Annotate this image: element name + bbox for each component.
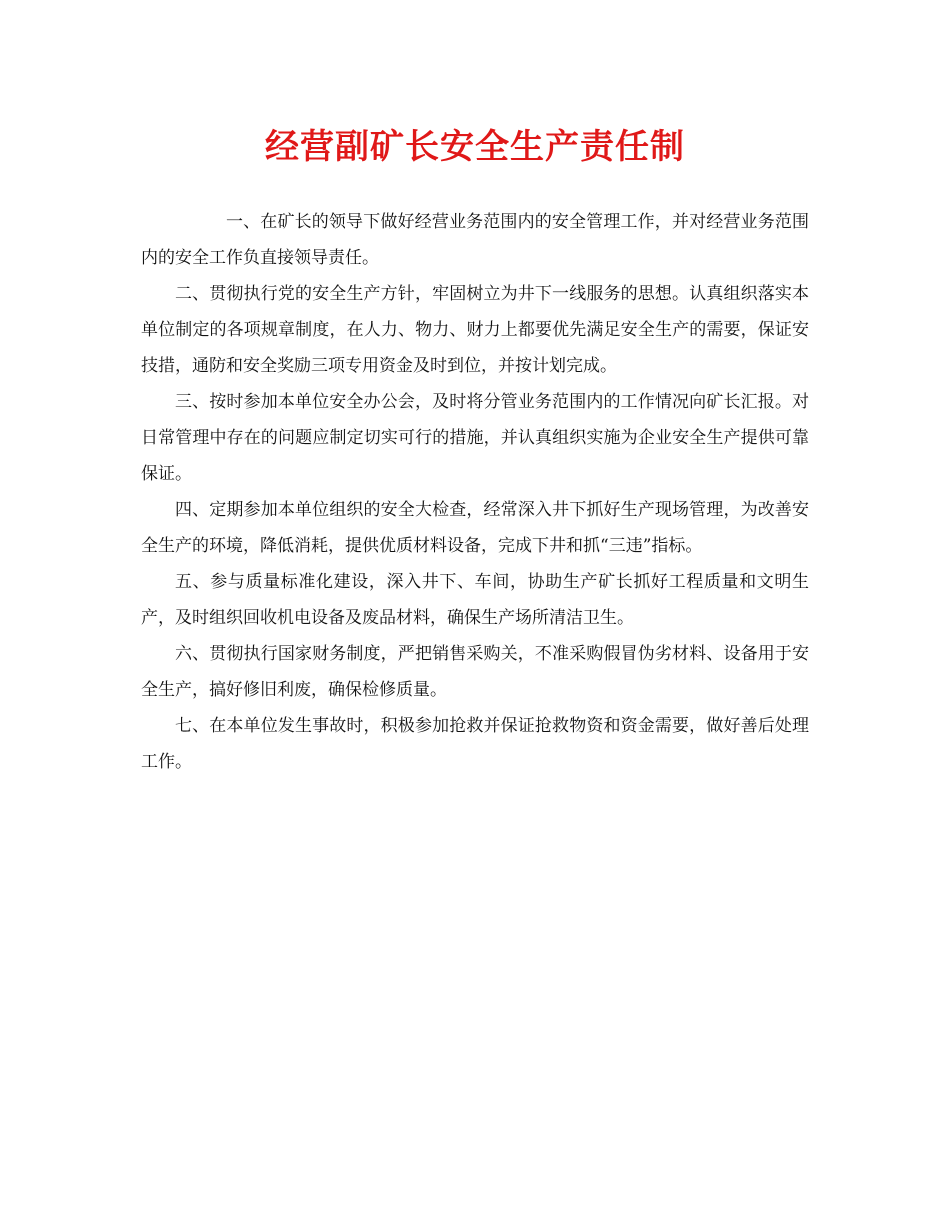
paragraph-5: 五、参与质量标准化建设，深入井下、车间，协助生产矿长抓好工程质量和文明生产，及时组织回收机电设备及废品材料，确保生产场所清洁卫生。: [141, 572, 809, 628]
paragraph-1: 一、在矿长的领导下做好经营业务范围内的安全管理工作，并对经营业务范围内的安全工作负直接领导责任。: [141, 212, 809, 268]
paragraph-6: 六、贯彻执行国家财务制度，严把销售采购关，不准采购假冒伪劣材料、设备用于安全生产，搞好修旧利废，确保检修质量。: [141, 644, 809, 700]
paragraph-2: 二、贯彻执行党的安全生产方针，牢固树立为井下一线服务的思想。认真组织落实本单位制定的各项规章制度，在人力、物力、财力上都要优先满足安全生产的需要，保证安技措，通防和安全奖励三项专用资金及时到位，并按计划完成。: [141, 284, 809, 376]
paragraph-7: 七、在本单位发生事故时，积极参加抢救并保证抢救物资和资金需要，做好善后处理工作。: [141, 716, 809, 772]
document-body: [141, 204, 809, 780]
document-title: 经营副矿长安全生产责任制: [265, 127, 685, 167]
paragraph-4: 四、定期参加本单位组织的安全大检查，经常深入井下抓好生产现场管理，为改善安全生产的环境，降低消耗，提供优质材料设备，完成下井和抓“三违”指标。: [141, 500, 809, 556]
paragraph-3: 三、按时参加本单位安全办公会，及时将分管业务范围内的工作情况向矿长汇报。对日常管理中存在的问题应制定切实可行的措施，并认真组织实施为企业安全生产提供可靠保证。: [141, 392, 809, 484]
